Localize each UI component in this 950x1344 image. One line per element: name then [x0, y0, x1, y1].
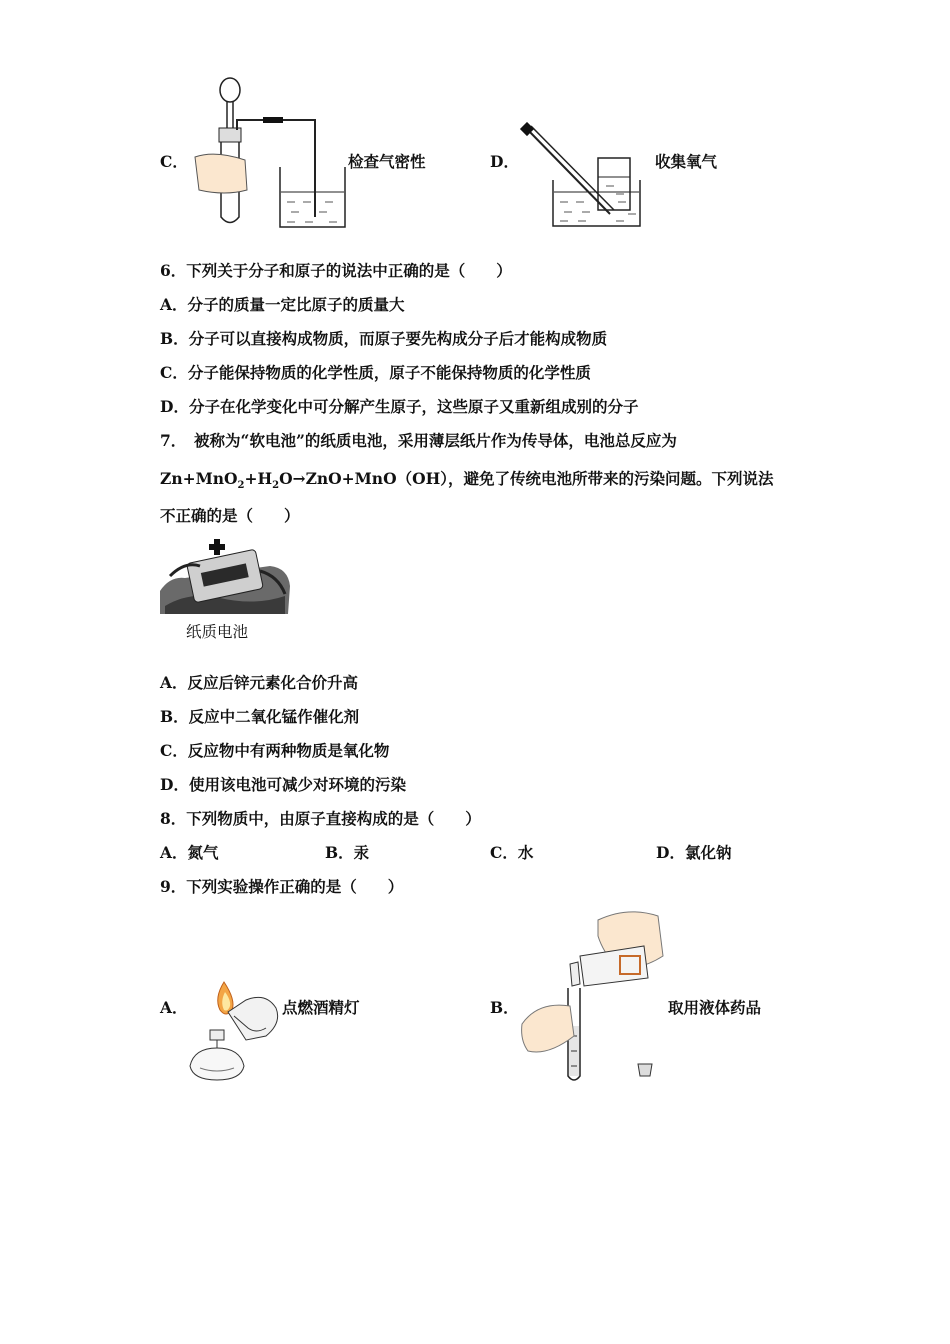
q9-option-b-label: B．: [490, 998, 519, 1017]
q7-option-a: A．反应后锌元素化合价升高: [160, 673, 359, 692]
q9-option-b-caption: 取用液体药品: [668, 998, 762, 1017]
q7-stem-line1: 7． 被称为“软电池”的纸质电池，采用薄层纸片作为传导体，电池总反应为: [160, 431, 677, 450]
alcohol-lamp-figure: [186, 978, 286, 1084]
q9-stem: 9．下列实验操作正确的是（ ）: [160, 877, 404, 896]
q8-stem: 8．下列物质中，由原子直接构成的是（ ）: [160, 809, 481, 828]
paper-battery-caption: 纸质电池: [186, 623, 249, 641]
q6-option-d: D．分子在化学变化中可分解产生原子，这些原子又重新组成别的分子: [160, 397, 639, 416]
q6-option-b: B．分子可以直接构成物质，而原子要先构成分子后才能构成物质: [160, 329, 608, 348]
q7-option-d: D．使用该电池可减少对环境的污染: [160, 775, 406, 794]
q9-option-a-label: A．: [160, 998, 188, 1017]
q8-option-c: C．水: [490, 843, 534, 862]
q5-option-d-label: D．: [490, 152, 519, 171]
q8-option-b: B．汞: [325, 843, 370, 862]
q5-option-d-caption: 收集氧气: [655, 152, 718, 171]
airtightness-check-figure: [185, 72, 350, 232]
q5-option-c-caption: 检查气密性: [348, 152, 426, 171]
q7-equation-line: $Zn+MnO_2+H_2O\to ZnO+MnO(OH)$，避免了传统电池所带来的污染问题。下列说法: [160, 469, 774, 492]
paper-battery-photo: [160, 536, 292, 616]
q8-option-a: A．氮气: [160, 843, 219, 862]
q9-option-a-caption: 点燃酒精灯: [282, 998, 360, 1017]
q6-option-c: C．分子能保持物质的化学性质，原子不能保持物质的化学性质: [160, 363, 591, 382]
q6-option-a: A．分子的质量一定比原子的质量大: [160, 295, 405, 314]
q6-stem: 6．下列关于分子和原子的说法中正确的是（ ）: [160, 261, 512, 280]
q7-stem-line3: 不正确的是（ ）: [160, 506, 300, 525]
q8-option-d: D．氯化钠: [656, 843, 732, 862]
q5-option-c-label: C．: [160, 152, 188, 171]
q7-option-b: B．反应中二氧化锰作催化剂: [160, 707, 360, 726]
oxygen-collection-figure: [518, 122, 643, 230]
liquid-pouring-figure: [518, 906, 668, 1088]
q7-option-c: C．反应物中有两种物质是氧化物: [160, 741, 390, 760]
